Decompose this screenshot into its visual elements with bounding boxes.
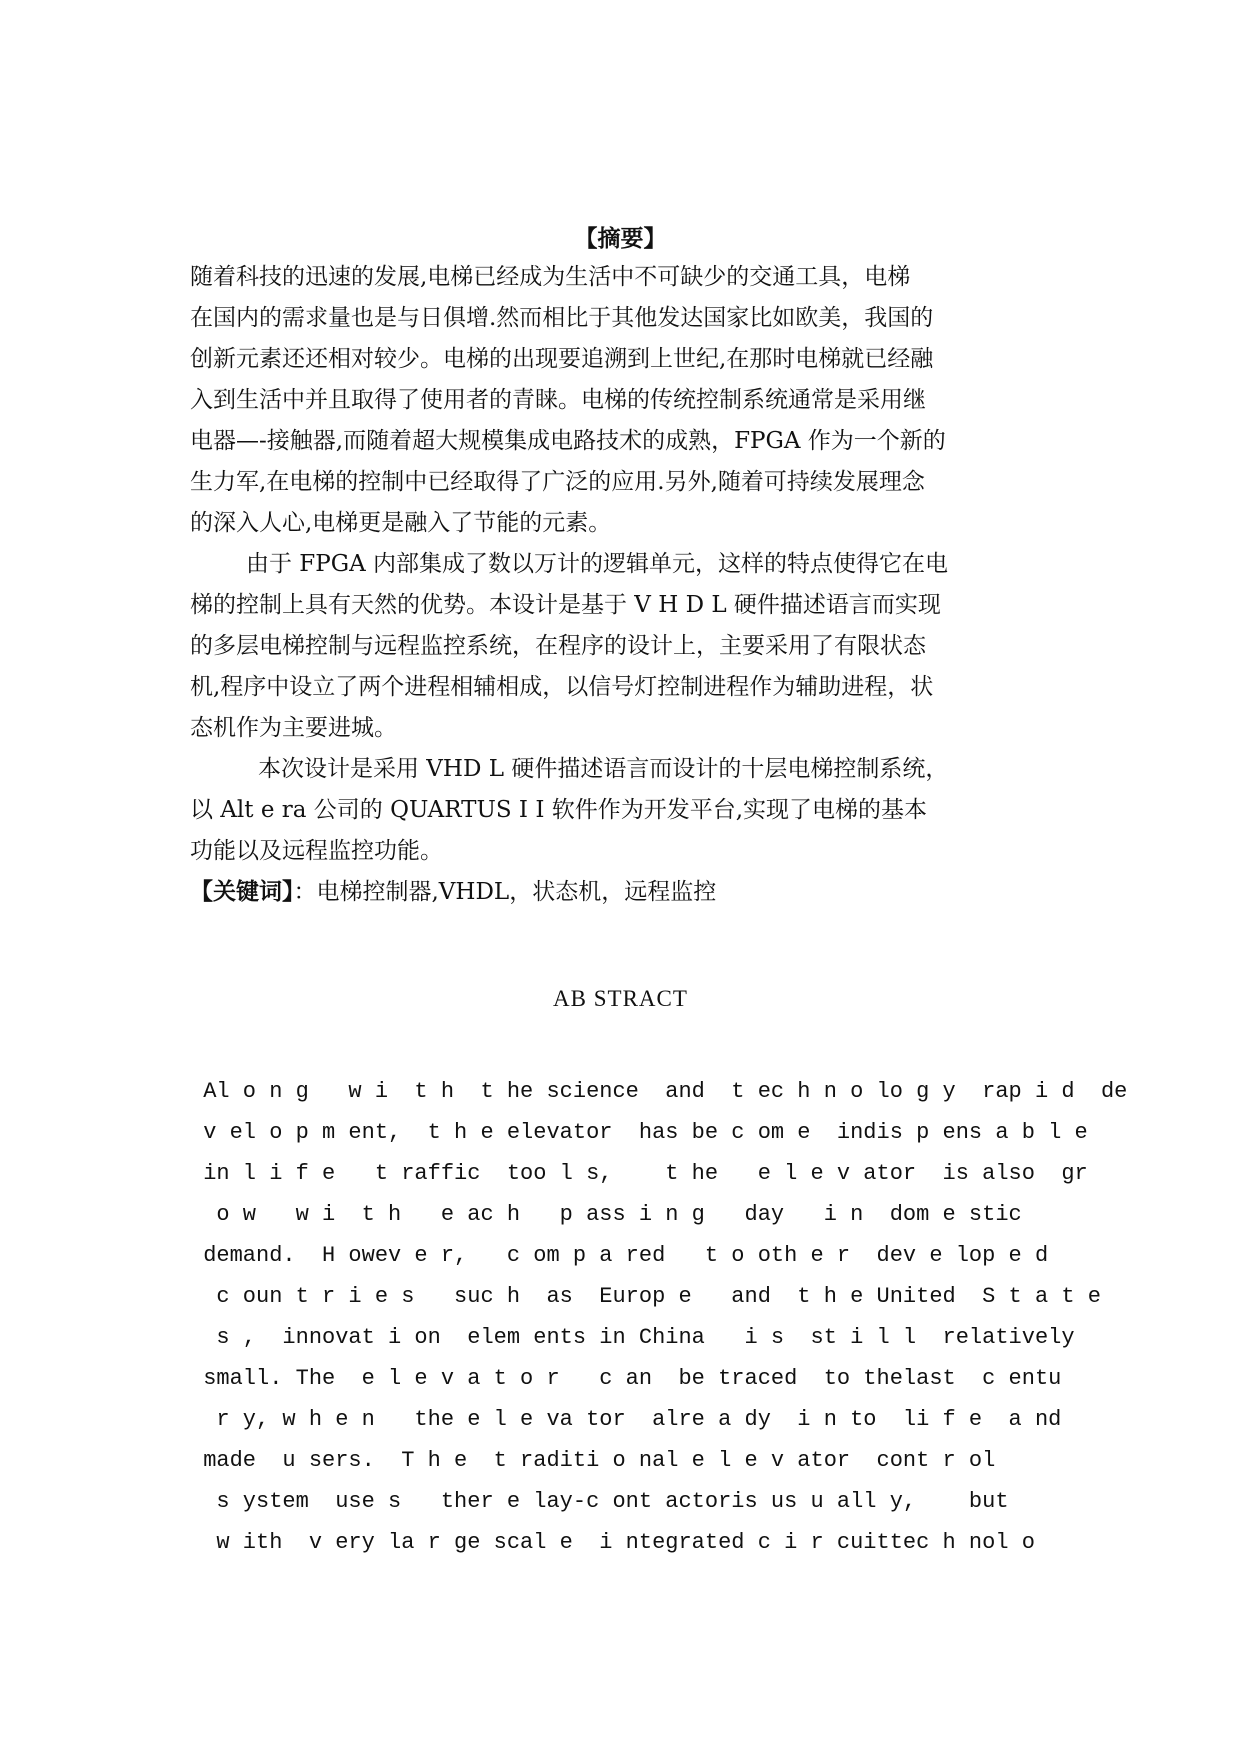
zh-abstract-line: 梯的控制上具有天然的优势。本设计是基于 V H D L 硬件描述语言而实现 [190,592,941,618]
en-abstract-heading: AB STRACT [553,986,688,1011]
en-abstract-line: made u sers. T h e t raditi o nal e l e v ator cont r ol [190,1448,996,1473]
zh-abstract-line: 电器—-接触器,而随着超大规模集成电路技术的成熟，FPGA 作为一个新的 [190,428,946,454]
en-abstract-line: demand. H owev e r, c om p a red t o oth e r dev e lop e d [190,1243,1049,1268]
en-abstract-line: s , innovat i on elem ents in China i s st i l l relatively [190,1325,1075,1350]
en-abstract-line: r y, w h e n the e l e va tor alre a dy i n to li f e a nd [190,1407,1062,1432]
zh-abstract-line: 随着科技的迅速的发展,电梯已经成为生活中不可缺少的交通工具，电梯 [190,264,911,290]
en-abstract-line: small. The e l e v a t o r c an be traced to thelast c entu [190,1366,1062,1391]
zh-abstract-line: 的多层电梯控制与远程监控系统，在程序的设计上，主要采用了有限状态 [190,633,926,659]
zh-abstract-line: 以 Alt e ra 公司的 QUARTUS I I 软件作为开发平台,实现了电梯的基本 [190,797,928,823]
en-abstract-line: Al o n g w i t h t he science and t ec h n o lo g y rap i d de [190,1079,1128,1104]
en-abstract-line: o w w i t h e ac h p ass i n g day i n dom e stic [190,1202,1022,1227]
keywords-text: ：电梯控制器,VHDL，状态机，远程监控 [293,879,717,905]
zh-abstract-line: 机,程序中设立了两个进程相辅相成，以信号灯控制进程作为辅助进程，状 [190,674,934,700]
zh-abstract-line: 的深入人心,电梯更是融入了节能的元素。 [190,510,612,536]
zh-abstract-line: 在国内的需求量也是与日俱增.然而相比于其他发达国家比如欧美，我国的 [190,305,934,331]
zh-abstract-line: 态机作为主要进城。 [190,715,397,741]
zh-abstract-line: 本次设计是采用 VHD L 硬件描述语言而设计的十层电梯控制系统， [258,756,949,782]
en-abstract-line: w ith v ery la r ge scal e i ntegrated c i r cuittec h nol o [190,1530,1035,1555]
en-abstract-line: in l i f e t raffic too l s, t he e l e v ator is also gr [190,1161,1088,1186]
en-abstract-line: c oun t r i e s suc h as Europ e and t h e United S t a t e [190,1284,1101,1309]
zh-abstract-line: 生力军,在电梯的控制中已经取得了广泛的应用.另外,随着可持续发展理念 [190,469,925,495]
en-abstract-line: s ystem use s ther e lay-c ont actoris us u all y, but [190,1489,1009,1514]
zh-abstract-line: 入到生活中并且取得了使用者的青睐。电梯的传统控制系统通常是采用继 [190,387,926,413]
zh-abstract-heading: 【摘要】 [574,226,667,252]
zh-abstract-line: 由于 FPGA 内部集成了数以万计的逻辑单元，这样的特点使得它在电 [246,551,949,577]
en-abstract-line: v el o p m ent, t h e elevator has be c om e indis p ens a b l e [190,1120,1088,1145]
zh-abstract-line: 功能以及远程监控功能。 [190,838,443,864]
keywords-label: 【关键词】 [190,879,294,905]
zh-abstract-line: 创新元素还还相对较少。电梯的出现要追溯到上世纪,在那时电梯就已经融 [190,346,934,372]
keywords-line [190,877,1050,907]
